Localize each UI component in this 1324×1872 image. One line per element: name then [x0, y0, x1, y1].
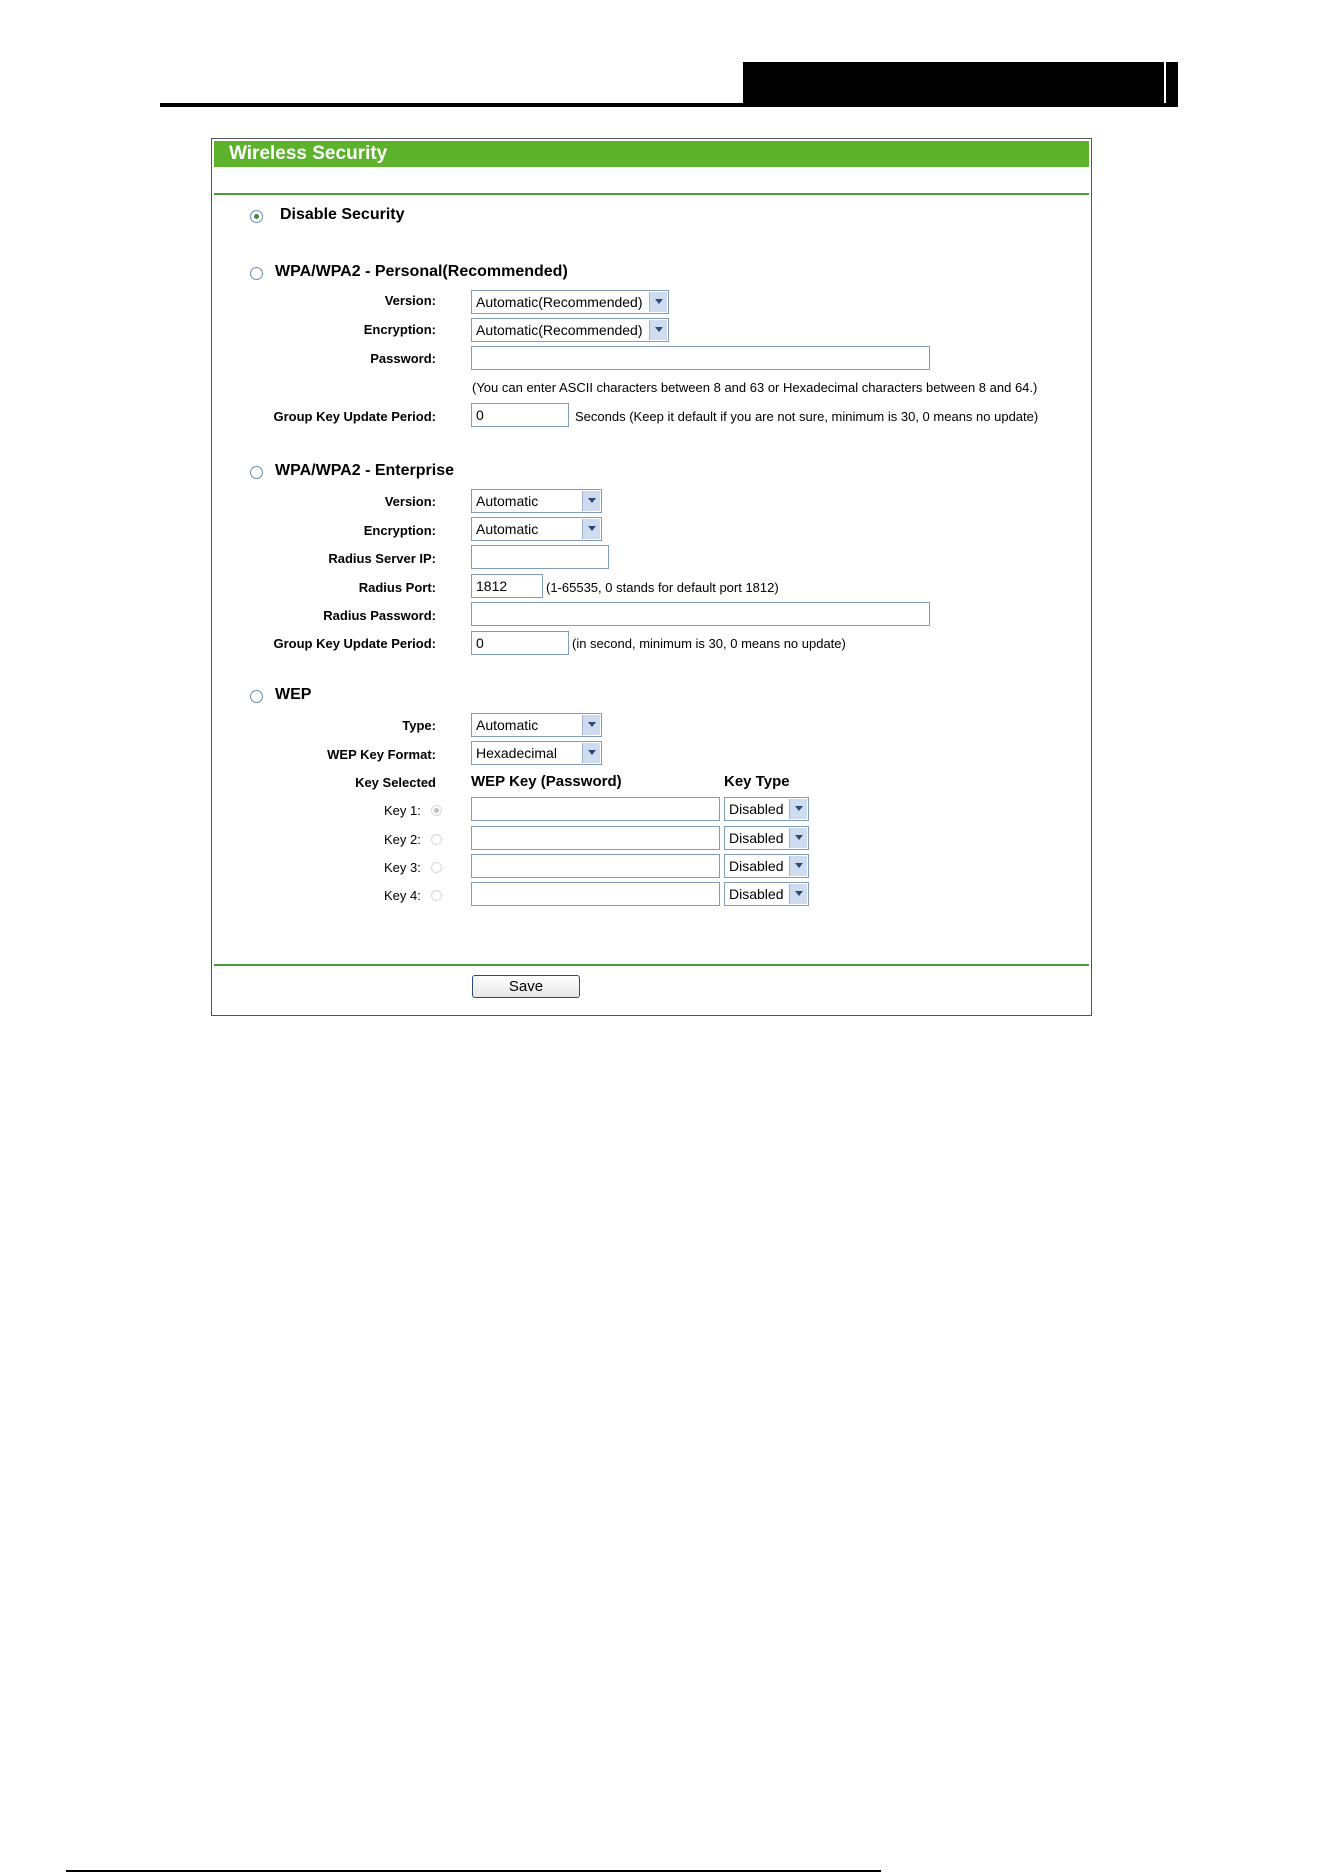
chevron-down-icon: [582, 743, 600, 763]
header-rule: [160, 103, 1178, 107]
radius-password-label: Radius Password:: [323, 608, 436, 623]
wep-label: WEP: [275, 686, 312, 703]
personal-password-label: Password:: [370, 351, 436, 366]
header-black-bar: [743, 62, 1164, 107]
chevron-down-icon: [789, 828, 807, 848]
chevron-down-icon: [789, 856, 807, 876]
header-black-bar-end: [1166, 62, 1178, 107]
wep-type-label: Type:: [402, 718, 436, 733]
wep-key-row-1: [0, 797, 1324, 823]
enterprise-version-label: Version:: [384, 494, 436, 509]
personal-version-select[interactable]: Automatic(Recommended): [471, 290, 669, 314]
personal-encryption-label: Encryption:: [363, 322, 436, 337]
chevron-down-icon: [582, 491, 600, 511]
personal-password-input[interactable]: [471, 346, 930, 370]
personal-version-label: Version:: [384, 293, 436, 308]
chevron-down-icon: [582, 715, 600, 735]
panel-title: Wireless Security: [229, 143, 388, 164]
personal-gkup-input[interactable]: 0: [471, 403, 569, 427]
disable-security-radio[interactable]: [250, 210, 263, 223]
wep-key-input[interactable]: [471, 854, 720, 878]
wep-format-label: WEP Key Format:: [327, 747, 436, 762]
enterprise-encryption-label: Encryption:: [363, 523, 436, 538]
radius-ip-label: Radius Server IP:: [328, 551, 436, 566]
wpa-personal-label: WPA/WPA2 - Personal(Recommended): [275, 263, 568, 280]
wep-key-label: Key 4:: [384, 888, 421, 903]
radius-ip-input[interactable]: [471, 545, 609, 569]
wpa-personal-radio[interactable]: [250, 267, 263, 280]
personal-password-note: (You can enter ASCII characters between 8 and 63 or Hexadecimal characters between 8 and 64.): [472, 380, 1038, 395]
enterprise-version-select[interactable]: Automatic: [471, 489, 602, 513]
enterprise-gkup-label: Group Key Update Period:: [273, 636, 436, 651]
wep-key-select-radio[interactable]: [431, 834, 442, 845]
wep-key-select-radio[interactable]: [431, 805, 442, 816]
disable-security-label: Disable Security: [280, 206, 405, 223]
enterprise-encryption-select[interactable]: Automatic: [471, 517, 602, 541]
wep-type-select[interactable]: Automatic: [471, 713, 602, 737]
wep-key-select-radio[interactable]: [431, 890, 442, 901]
wep-key-row-3: [0, 854, 1324, 880]
wep-key-input[interactable]: [471, 797, 720, 821]
wep-key-type-select[interactable]: Disabled: [724, 826, 809, 850]
chevron-down-icon: [649, 292, 667, 312]
col-wep-key: WEP Key (Password): [471, 773, 622, 790]
personal-encryption-select[interactable]: Automatic(Recommended): [471, 318, 669, 342]
radius-port-input[interactable]: 1812: [471, 574, 543, 598]
wep-key-label: Key 1:: [384, 803, 421, 818]
bottom-separator: [214, 964, 1089, 966]
col-key-type: Key Type: [724, 773, 790, 790]
col-key-selected: Key Selected: [355, 775, 436, 790]
panel-title-bar: [214, 141, 1089, 167]
wep-format-select[interactable]: Hexadecimal: [471, 741, 602, 765]
wep-radio[interactable]: [250, 690, 263, 703]
chevron-down-icon: [789, 884, 807, 904]
wpa-enterprise-label: WPA/WPA2 - Enterprise: [275, 462, 454, 479]
wep-key-label: Key 3:: [384, 860, 421, 875]
wpa-enterprise-radio[interactable]: [250, 466, 263, 479]
chevron-down-icon: [789, 799, 807, 819]
wep-key-type-select[interactable]: Disabled: [724, 797, 809, 821]
personal-gkup-label: Group Key Update Period:: [273, 409, 436, 424]
personal-gkup-note: Seconds (Keep it default if you are not sure, minimum is 30, 0 means no update): [575, 409, 1039, 424]
wep-key-select-radio[interactable]: [431, 862, 442, 873]
radius-port-note: (1-65535, 0 stands for default port 1812): [546, 580, 779, 595]
top-separator: [214, 193, 1089, 195]
enterprise-gkup-note: (in second, minimum is 30, 0 means no update): [572, 636, 846, 651]
wep-key-label: Key 2:: [384, 832, 421, 847]
wep-key-input[interactable]: [471, 882, 720, 906]
chevron-down-icon: [649, 320, 667, 340]
wep-key-row-2: [0, 826, 1324, 852]
chevron-down-icon: [582, 519, 600, 539]
wep-key-type-select[interactable]: Disabled: [724, 854, 809, 878]
wep-key-input[interactable]: [471, 826, 720, 850]
wep-key-type-select[interactable]: Disabled: [724, 882, 809, 906]
radius-port-label: Radius Port:: [358, 580, 436, 595]
save-button[interactable]: Save: [472, 975, 580, 998]
radius-password-input[interactable]: [471, 602, 930, 626]
enterprise-gkup-input[interactable]: 0: [471, 631, 569, 655]
wep-key-row-4: [0, 882, 1324, 908]
